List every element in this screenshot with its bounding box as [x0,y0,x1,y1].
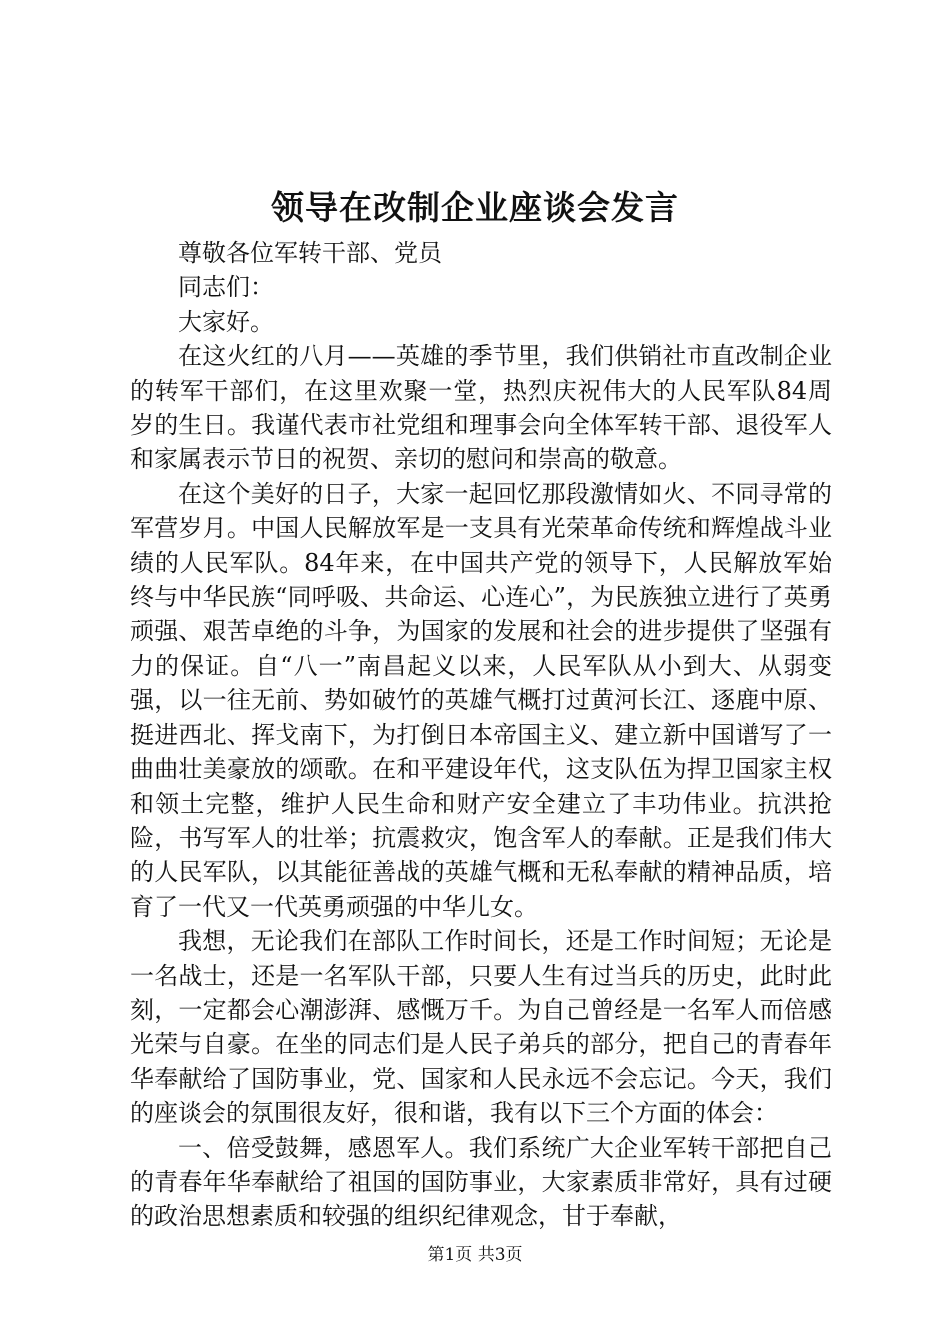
greeting-line: 大家好。 [178,307,274,336]
salutation-line: 尊敬各位军转干部、党员 [178,239,442,267]
salutation-line: 同志们： [178,273,274,302]
body-paragraph: 在这火红的八月——英雄的季节里，我们供销社市直改制企业的转军干部们，在这里欢聚一堂，热烈庆祝伟大的人民军队84周岁的生日。我谨代表市社党组和理事会向全体军转干部、退役军人和家属表示节日的祝贺、亲切的慰问和崇高的敬意。 [130,342,832,474]
document-body [130,236,832,1234]
body-paragraph: 一、倍受鼓舞，感恩军人。我们系统广大企业军转干部把自己的青春年华奉献给了祖国的国防事业，大家素质非常好，具有过硬的政治思想素质和较强的组织纪律观念，甘于奉献， [130,1133,832,1231]
body-paragraph: 在这个美好的日子，大家一起回忆那段激情如火、不同寻常的军营岁月。中国人民解放军是一支具有光荣革命传统和辉煌战斗业绩的人民军队。84年来，在中国共产党的领导下，人民解放军始终与中华民族“同呼吸、共命运、心连心”，为民族独立进行了英勇顽强、艰苦卓绝的斗争，为国家的发展和社会的进步提供了坚强有力的保证。自“八一”南昌起义以来，人民军队从小到大、从弱变强，以一往无前、势如破竹的英雄气概打过黄河长江、逐鹿中原、挺进西北、挥戈南下，为打倒日本帝国主义、建立新中国谱写了一曲曲壮美豪放的颂歌。在和平建设年代，这支队伍为捍卫国家主权和领土完整，维护人民生命和财产安全建立了丰功伟业。抗洪抢险，书写军人的壮举；抗震救灾，饱含军人的奉献。正是我们伟大的人民军队，以其能征善战的英雄气概和无私奉献的精神品质，培育了一代又一代英勇顽强的中华儿女。 [130,479,832,921]
document-title: 领导在改制企业座谈会发言 [271,188,679,227]
body-paragraph: 我想，无论我们在部队工作时间长，还是工作时间短；无论是一名战士，还是一名军队干部，只要人生有过当兵的历史，此时此刻，一定都会心潮澎湃、感慨万千。为自己曾经是一名军人而倍感光荣与自豪。在坐的同志们是人民子弟兵的部分，把自己的青春年华奉献给了国防事业，党、国家和人民永远不会忘记。今天，我们的座谈会的氛围很友好，很和谐，我有以下三个方面的体会： [130,927,832,1128]
page-number-footer: 第1页 共3页 [427,1245,523,1265]
